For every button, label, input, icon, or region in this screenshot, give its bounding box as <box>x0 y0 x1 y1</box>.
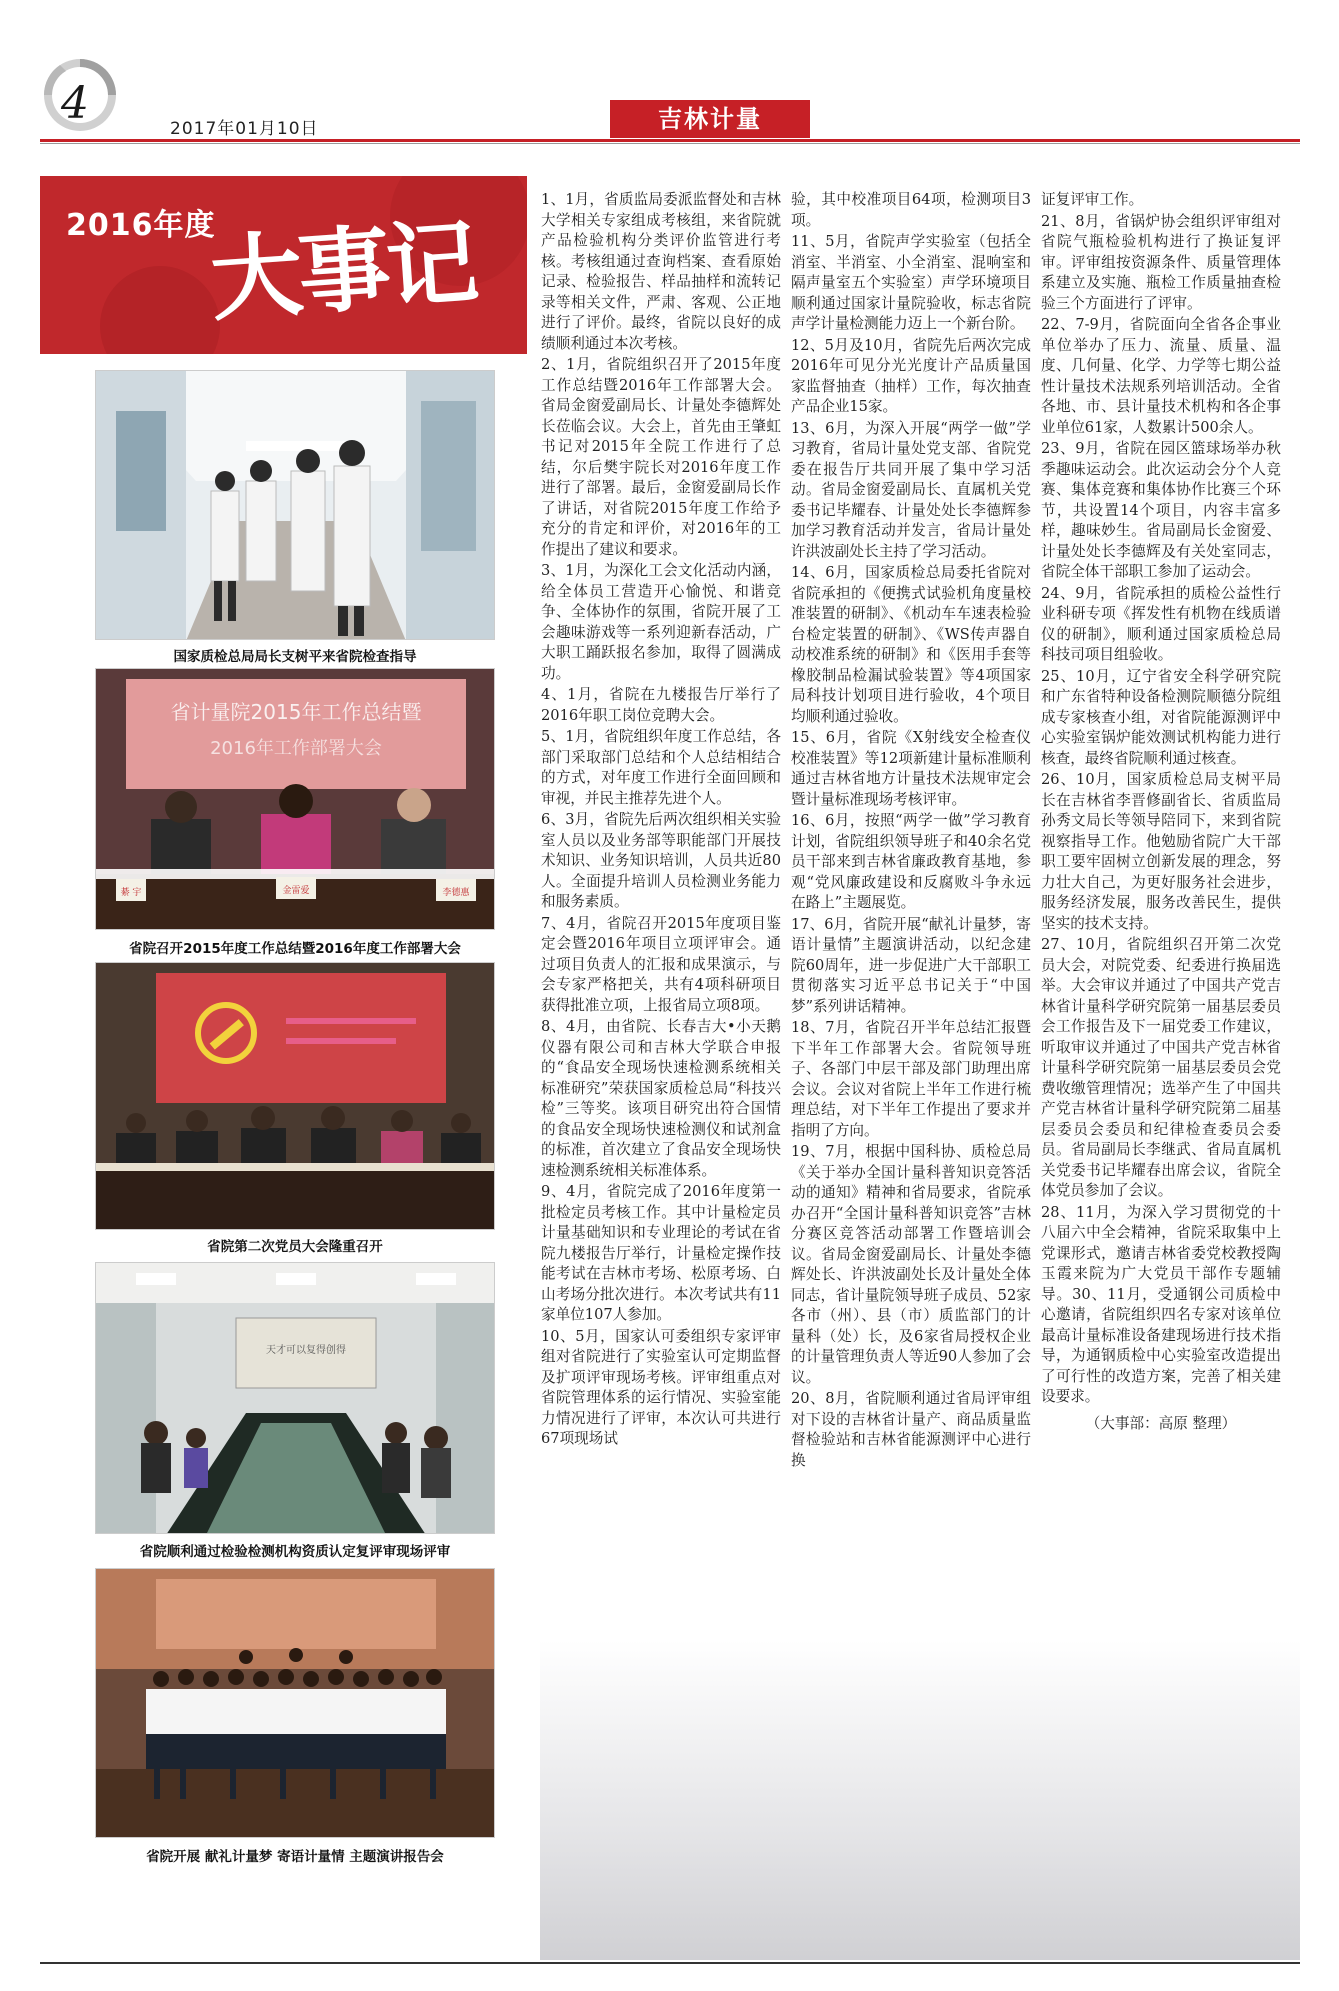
event-item: 2、1月，省院组织召开了2015年度工作总结暨2016年工作部署大会。省局金窗爱副局长、计量处李德辉处长莅临会议。大会上，首先由王肇虹书记对2015年全院工作进行了总结，尔后樊宇院长对2016年度工作进行了部署。最后，金窗爱副局长作了讲话，对省院2015年度工作给予充分的肯定和评价，对2016年的工作提出了建议和要求。 <box>541 356 781 558</box>
photo-speech-contest <box>95 1568 495 1838</box>
photo-caption: 省院第二次党员大会隆重召开 <box>207 1239 383 1255</box>
event-item: 1、1月，省质监局委派监督处和吉林大学相关专家组成考核组，来省院就产品检验机构分类评价监管进行考核。考核组通过查询档案、查看原始记录、检验报告、样品抽样和流转记录等相关文件，严肃、客观、公正地进行了评价。最终，省院以良好的成绩顺利通过本次考核。 <box>541 191 781 352</box>
event-item: 5、1月，省院组织年度工作总结，各部门采取部门总结和个人总结相结合的方式，对年度工作进行全面回顾和审视，并民主推荐先进个人。 <box>541 728 781 807</box>
photo-caption: 省院开展 献礼计量梦 寄语计量情 主题演讲报告会 <box>146 1849 444 1865</box>
photo-inspection <box>95 370 495 640</box>
event-item: 17、6月，省院开展“献礼计量梦，寄语计量情”主题演讲活动，以纪念建院60周年，进一步促进广大干部职工贯彻落实习近平总书记关于“中国梦”系列讲话精神。 <box>791 915 1031 1015</box>
event-item: 11、5月，省院声学实验室（包括全消室、半消室、小全消室、混响室和隔声量室五个实验室）声学环境项目顺利通过国家计量院验收，标志省院声学计量检测能力迈上一个新台阶。 <box>791 233 1031 332</box>
event-item: 18、7月，省院召开半年总结汇报暨下半年工作部署大会。省院领导班子、各部门中层干部及部门助理出席会议。会议对省院上半年工作进行梳理总结，对下半年工作提出了要求并指明了方向。 <box>791 1019 1031 1139</box>
event-item: 9、4月，省院完成了2016年度第一批检定员考核工作。其中计量检定员计量基础知识和专业理论的考试在省院九楼报告厅举行，计量检定操作技能考试在吉林市考场、松原考场、白山考场分批次进行。本次考试共有11家单位107人参加。 <box>541 1183 781 1323</box>
event-item: 16、6月，按照“两学一做”学习教育计划，省院组织领导班子和40余名党员干部来到吉林省廉政教育基地，参观“党风廉政建设和反腐败斗争永远在路上”主题展览。 <box>791 812 1031 911</box>
event-item: 28、11月，为深入学习贯彻党的十八届六中全会精神，省院采取集中上党课形式，邀请吉林省委党校教授陶玉霞来院为广大党员干部作专题辅导。30、11月，受通钢公司质检中心邀请，省院组织四名专家对该单位最高计量标准设备建现场进行技术指导，为通钢质检中心实验室改造提出了可行性的改造方案，完善了相关建设要求。 <box>1041 1203 1281 1405</box>
header-rule <box>40 139 1300 142</box>
issue-date: 2017年01月10日 <box>170 119 319 139</box>
event-item: 3、1月，为深化工会文化活动内涵，给全体员工营造开心愉悦、和谐竞争、全体协作的氛围，省院开展了工会趣味游戏等一系列迎新春活动，广大职工踊跃报名参加，取得了圆满成功。 <box>541 562 781 682</box>
event-item: 19、7月，根据中国科协、质检总局《关于举办全国计量科普知识竞答活动的通知》精神和省局要求，省院承办召开“全国计量科普知识竞答”吉林分赛区竞答活动部署工作暨培训会议。省局金窗爱副局长、计量处李德辉处长、许洪波副处长及计量处全体同志，省计量院领导班子成员、52家各市（州）、县（市）质监部门的计量科（处）长，及6家省局授权企业的计量管理负责人等近90人参加了会议。 <box>791 1143 1031 1386</box>
photo-caption: 省院顺利通过检验检测机构资质认定复评审现场评审 <box>139 1544 451 1560</box>
event-item: 21、8月，省锅炉协会组织评审组对省院气瓶检验机构进行了换证复评审。评审组按资源条件、质量管理体系建立及实施、瓶检工作质量抽查检验三个方面进行了评审。 <box>1041 212 1281 312</box>
event-item: 25、10月，辽宁省安全科学研究院和广东省特种设备检测院顺德分院组成专家核查小组，对省院能源测评中心实验室锅炉能效测试机构能力进行核查，最终省院顺利通过核查。 <box>1041 667 1281 767</box>
event-item: 10、5月，国家认可委组织专家评审组对省院进行了实验室认可定期监督及扩项评审现场考核。评审组重点对省院管理体系的运行情况、实验室能力情况进行了评审，本次认可共进行67项现场试 <box>541 1327 781 1447</box>
event-item: 7、4月，省院召开2015年度项目鉴定会暨2016年项目立项评审会。通过项目负责人的汇报和成果演示，与会专家严格把关，共有4项科研项目获得批准立项，上报省局立项8项。 <box>541 914 781 1014</box>
text-column-2 <box>791 190 1031 1472</box>
event-item: 证复评审工作。 <box>1041 191 1144 208</box>
nameplate-right: 李德惠 <box>442 888 470 898</box>
event-item: 23、9月，省院在园区篮球场举办秋季趣味运动会。此次运动会分个人竞赛、集体竞赛和集体协作比赛三个环节，共设置14个项目，内容丰富多样，趣味妙生。省局副局长金窗爱、计量处处长李德辉及有关处室同志，省院全体干部职工参加了运动会。 <box>1041 440 1281 580</box>
event-item: 12、5月及10月，省院先后两次完成2016年可见分光光度计产品质量国家监督抽查（抽样）工作，每次抽查产品企业15家。 <box>791 336 1031 415</box>
event-item: 20、8月，省院顺利通过省局评审组对下设的吉林省计量产、商品质量监督检验站和吉林省能源测评中心进行换 <box>791 1390 1031 1469</box>
photo-party-meeting <box>95 962 495 1230</box>
title-block <box>40 176 527 354</box>
photo-caption: 省院召开2015年度工作总结暨2016年度工作部署大会 <box>129 941 461 957</box>
event-item: 6、3月，省院先后两次组织相关实验室人员以及业务部等职能部门开展技术知识、业务知识培训，人员共近80人。全面提升培训人员检测业务能力和服务素质。 <box>541 811 781 910</box>
event-item: 验，其中校准项目64项，检测项目3项。 <box>791 191 1031 229</box>
event-item: 14、6月，国家质检总局委托省院对省院承担的《便携式试验机角度量校准装置的研制》、《机动车车速表检验台检定装置的研制》、《WS传声器自动校准系统的研制》和《医用手套等橡胶制品检漏试验装置》等4项国家局科技计划项目进行验收，4个项目均顺利通过验收。 <box>791 564 1031 725</box>
title-year: 2016年度 <box>66 208 216 243</box>
nameplate-center: 金雷爱 <box>282 886 310 896</box>
wall-calligraphy: 天才可以复得创得 <box>266 1345 346 1356</box>
editor-note: （大事部：高原 整理） <box>1085 1414 1237 1432</box>
bottom-rule <box>40 1962 1300 1964</box>
event-item: 27、10月，省院组织召开第二次党员大会，对院党委、纪委进行换届选举。大会审议并通过了中国共产党吉林省计量科学研究院第一届基层委员会工作报告及下一届党委工作建议，听取审议并通过了中国共产党吉林省计量科学研究院第一届基层委员会党费收缴管理情况；选举产生了中国共产党吉林省计量科学研究院第二届基层委员会委员和纪律检查委员会委员。省局副局长李继武、省局直属机关党委书记毕耀春出席会议，省院全体党员参加了会议。 <box>1041 936 1281 1199</box>
event-item: 4、1月，省院在九楼报告厅举行了2016年职工岗位竞聘大会。 <box>541 686 781 724</box>
background-track-image <box>540 1640 1300 1960</box>
text-column-1 <box>541 190 781 1451</box>
event-item: 22、7-9月，省院面向全省各企事业单位举办了压力、流量、质量、温度、几何量、化学、力学等七期公益性计量技术法规系列培训活动。全省各地、市、县计量技术机构和各企事业单位61家，人数累计500余人。 <box>1041 316 1281 436</box>
masthead: 吉林计量 <box>610 100 810 138</box>
photo-caption: 国家质检总局局长支树平来省院检查指导 <box>173 649 417 665</box>
conference-banner-line2: 2016年工作部署大会 <box>210 738 382 759</box>
title-main: 大事记 <box>207 207 478 335</box>
nameplate-left: 綦 宇 <box>120 888 142 898</box>
photo-review-meeting <box>95 1262 495 1534</box>
event-item: 8、4月，由省院、长春吉大•小天鹅仪器有限公司和吉林大学联合申报的“食品安全现场快速检测系统相关标准研究”荣获国家质检总局“科技兴检”三等奖。该项目研究出符合国情的食品安全现场快速检测仪和试剂盒的标准，首次建立了食品安全现场快速检测系统相关标准体系。 <box>541 1018 781 1179</box>
page-number: 4 <box>61 78 89 129</box>
photo-conference <box>95 668 495 930</box>
conference-banner-line1: 省计量院2015年工作总结暨 <box>170 700 422 724</box>
event-item: 26、10月，国家质检总局支树平局长在吉林省李晋修副省长、省质监局孙秀文局长等领导陪同下，来到省院视察指导工作。他勉励省院广大干部职工要牢固树立创新发展的理念，努力壮大自己，为更好服务社会进步，服务经济发展，服务改善民生，提供坚实的技术支持。 <box>1041 771 1281 932</box>
text-column-3 <box>1041 190 1281 1435</box>
event-item: 24、9月，省院承担的质检公益性行业科研专项《挥发性有机物在线质谱仪的研制》，顺利通过国家质检总局科技司项目组验收。 <box>1041 584 1281 663</box>
event-item: 13、6月，为深入开展“两学一做”学习教育，省局计量处党支部、省院党委在报告厅共同开展了集中学习活动。省局金窗爱副局长、直属机关党委书记毕耀春、计量处处长李德辉参加学习教育活动并发言，省局计量处许洪波副处长主持了学习活动。 <box>791 419 1031 560</box>
header-rule-thin <box>40 143 1300 144</box>
event-item: 15、6月，省院《X射线安全检查仪校准装置》等12项新建计量标准顺利通过吉林省地方计量技术法规审定会暨计量标准现场考核评审。 <box>791 729 1031 808</box>
